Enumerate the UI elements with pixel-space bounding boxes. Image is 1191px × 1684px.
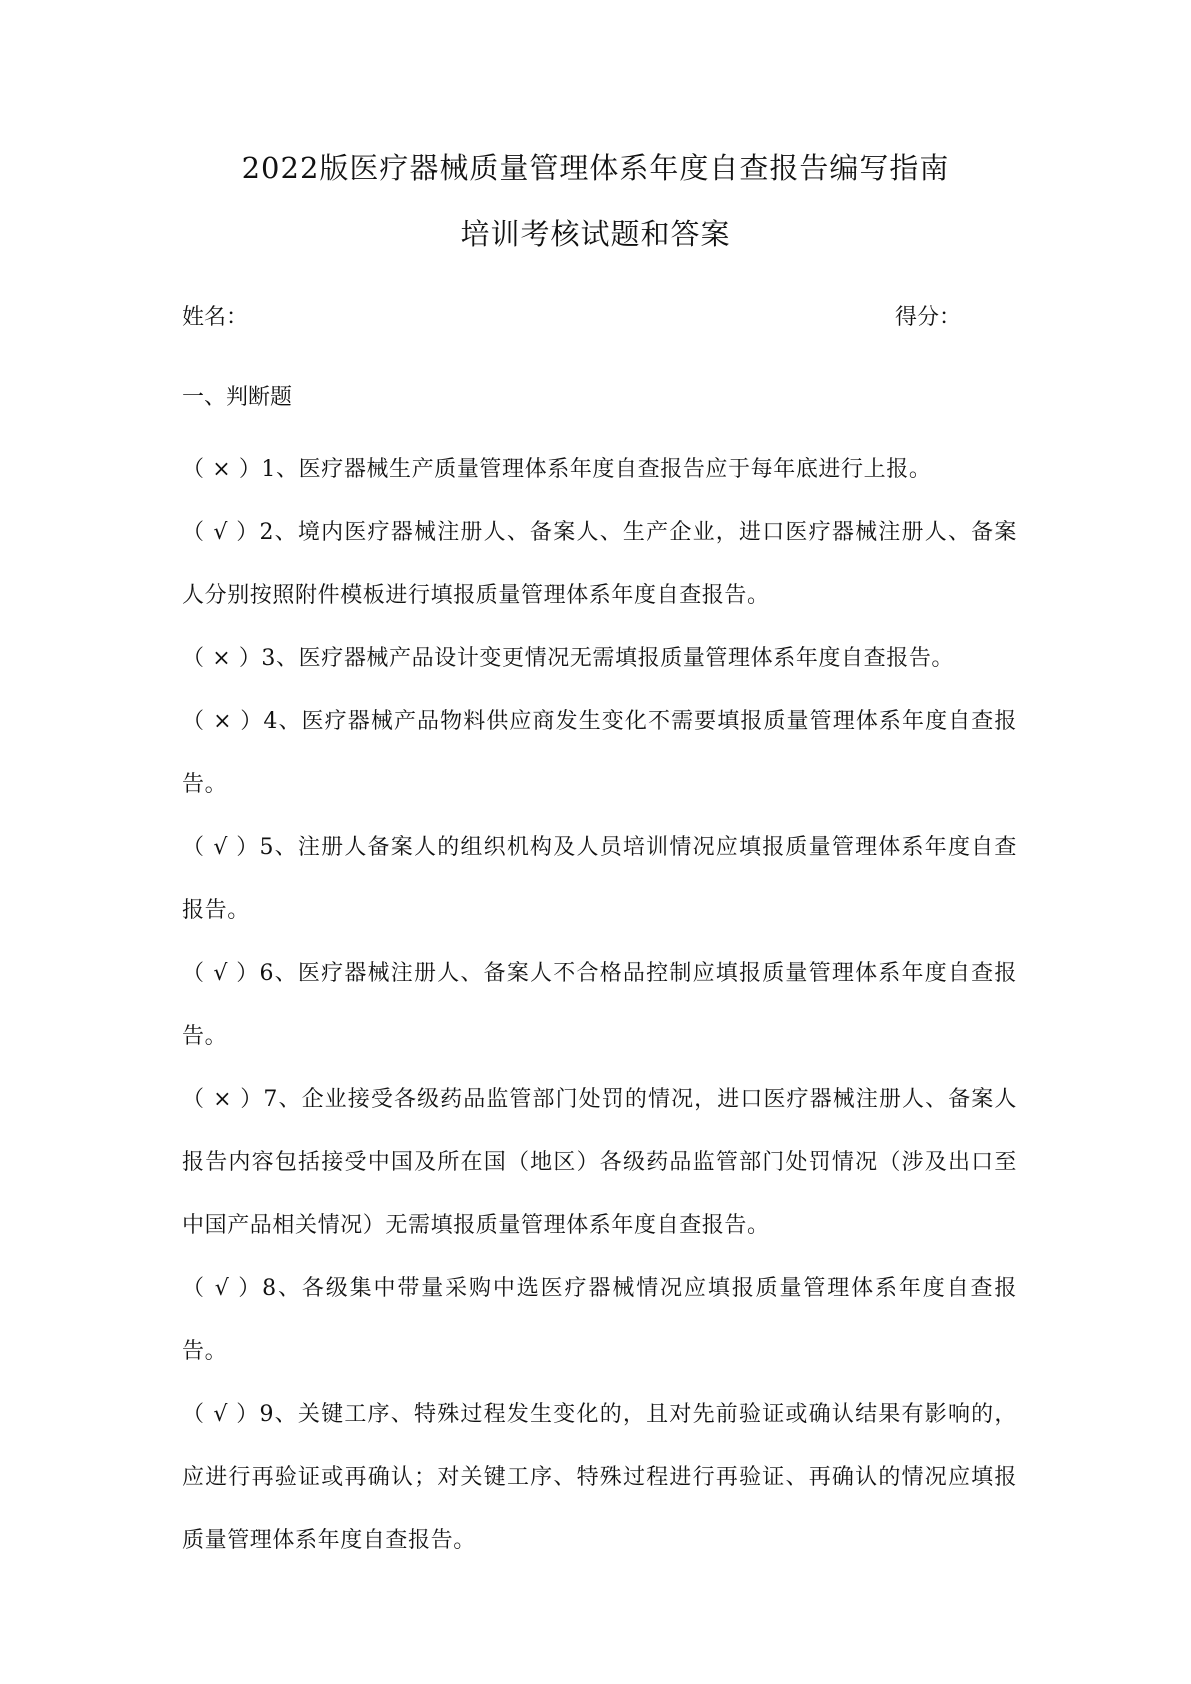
score-label: 得分： xyxy=(895,305,962,330)
question-item xyxy=(182,1257,1017,1383)
section-heading: 一、判断题 xyxy=(182,385,293,410)
question-item xyxy=(182,438,1017,501)
answer-mark: （ √ ） xyxy=(182,1402,260,1427)
question-text: 3、医疗器械产品设计变更情况无需填报质量管理体系年度自查报告。 xyxy=(261,646,955,671)
document-title: 2022版医疗器械质量管理体系年度自查报告编写指南 xyxy=(241,151,950,185)
answer-mark: （ √ ） xyxy=(182,1276,263,1301)
question-item xyxy=(182,501,1017,627)
question-text: 6、医疗器械注册人、备案人不合格品控制应填报质量管理体系年度自查报告。 xyxy=(182,961,1017,1049)
question-item xyxy=(182,816,1017,942)
question-text: 7、企业接受各级药品监管部门处罚的情况，进口医疗器械注册人、备案人报告内容包括接受中国及所在国（地区）各级药品监管部门处罚情况（涉及出口至中国产品相关情况）无需填报质量管理体系年度自查报告。 xyxy=(182,1087,1017,1238)
question-item xyxy=(182,1068,1017,1257)
question-item xyxy=(182,1383,1017,1572)
question-item xyxy=(182,942,1017,1068)
question-list xyxy=(182,438,1017,1572)
document-subtitle: 培训考核试题和答案 xyxy=(460,217,731,251)
question-text: 1、医疗器械生产质量管理体系年度自查报告应于每年底进行上报。 xyxy=(261,457,932,482)
answer-mark: （ × ） xyxy=(182,1087,264,1112)
question-text: 5、注册人备案人的组织机构及人员培训情况应填报质量管理体系年度自查报告。 xyxy=(182,835,1017,923)
answer-mark: （ √ ） xyxy=(182,835,260,860)
answer-mark: （ √ ） xyxy=(182,961,260,986)
answer-mark: （ × ） xyxy=(182,709,264,734)
answer-mark: （ √ ） xyxy=(182,520,260,545)
question-item xyxy=(182,690,1017,816)
name-label: 姓名： xyxy=(182,305,249,330)
question-text: 8、各级集中带量采购中选医疗器械情况应填报质量管理体系年度自查报告。 xyxy=(182,1276,1017,1364)
question-text: 4、医疗器械产品物料供应商发生变化不需要填报质量管理体系年度自查报告。 xyxy=(182,709,1017,797)
question-item xyxy=(182,627,1017,690)
answer-mark: （ × ） xyxy=(182,457,262,482)
question-text: 2、境内医疗器械注册人、备案人、生产企业，进口医疗器械注册人、备案人分别按照附件模板进行填报质量管理体系年度自查报告。 xyxy=(182,520,1017,608)
question-text: 9、关键工序、特殊过程发生变化的，且对先前验证或确认结果有影响的，应进行再验证或再确认；对关键工序、特殊过程进行再验证、再确认的情况应填报质量管理体系年度自查报告。 xyxy=(182,1402,1017,1553)
answer-mark: （ × ） xyxy=(182,646,262,671)
